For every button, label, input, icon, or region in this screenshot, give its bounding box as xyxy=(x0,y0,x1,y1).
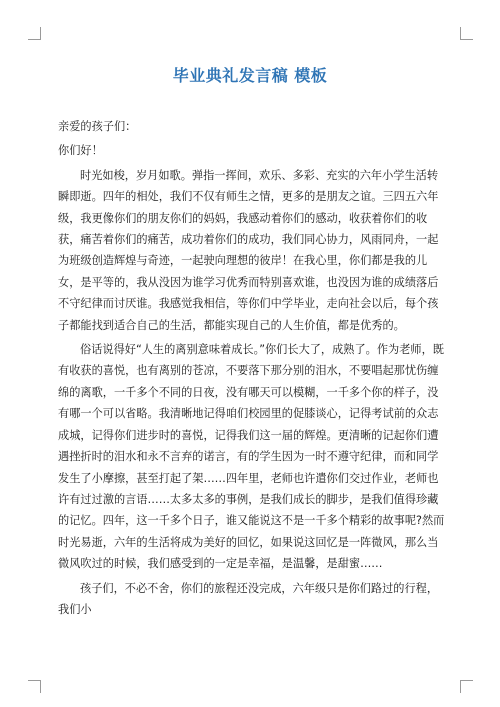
greeting-line: 亲爱的孩子们： xyxy=(58,120,137,133)
paragraph-2: 俗话说得好“人生的离别意味着成长。”你们长大了，成熟了。作为老师，既有收获的喜悦，也有离别的苍凉，不要落下那分别的泪水，不要唱起那忧伤缠绵的离歌，一千多个不同的日夜，没有哪天可以模糊，一千多个你的样子，没有哪一个可以省略。我清晰地记得咱们校园里的促膝谈心，记得考试前的众志成城，记得你们进步时的喜悦，记得我们这一届的辉煌。更清晰的记起你们遭遇挫折时的泪水和永不言弃的诺言，有的学生因为一时不遵守纪律，而和同学发生了小摩擦，甚至打起了架……四年里，老师也许遣你们交过作业，老师也许有过过激的言语……太多太多的事例，是我们成长的脚步，是我们值得珍藏的记忆。四年，这一千多个日子，谁又能说这不是一千多个精彩的故事呢?然而时光易逝，六年的生活将成为美好的回忆，如果说这回忆是一阵微风，那么当微风吹过的时候，我们感受到的一定是幸福，是温馨，是甜蜜…… xyxy=(58,343,445,571)
page-corner-mark-top-left xyxy=(28,27,41,40)
document-body xyxy=(58,116,448,620)
document-title: 毕业典礼发言稿 模板 xyxy=(172,66,328,85)
hello-line: 你们好！ xyxy=(58,144,103,158)
page-corner-mark-bottom-left xyxy=(28,680,41,693)
paragraph-3: 孩子们，不必不舍，你们的旅程还没完成，六年级只是你们路过的行程，我们小 xyxy=(58,581,439,616)
paragraph-1: 时光如梭，岁月如歌。弹指一挥间，欢乐、多彩、充实的六年小学生活转瞬即逝。四年的相处，我们不仅有师生之情，更多的是朋友之谊。三四五六年级，我更像你们的朋友你们的妈妈，我感动着你们的感动，收获着你们的收获，痛苦着你们的痛苦，成功着你们的成功，我们同心协力，风雨同舟，一起为班级创造辉煌与奇迹，一起驶向理想的彼岸！在我心里，你们都是我的儿女，是平等的，我从没因为谁学习优秀而特别喜欢谁，也没因为谁的成绩落后不守纪律而讨厌谁。我感觉我相信，等你们中学毕业，走向社会以后，每个孩子都能找到适合自己的生活，都能实现自己的人生价值，都是优秀的。 xyxy=(58,168,439,332)
page-corner-mark-top-right xyxy=(460,27,473,40)
page-corner-mark-bottom-right xyxy=(460,680,473,693)
